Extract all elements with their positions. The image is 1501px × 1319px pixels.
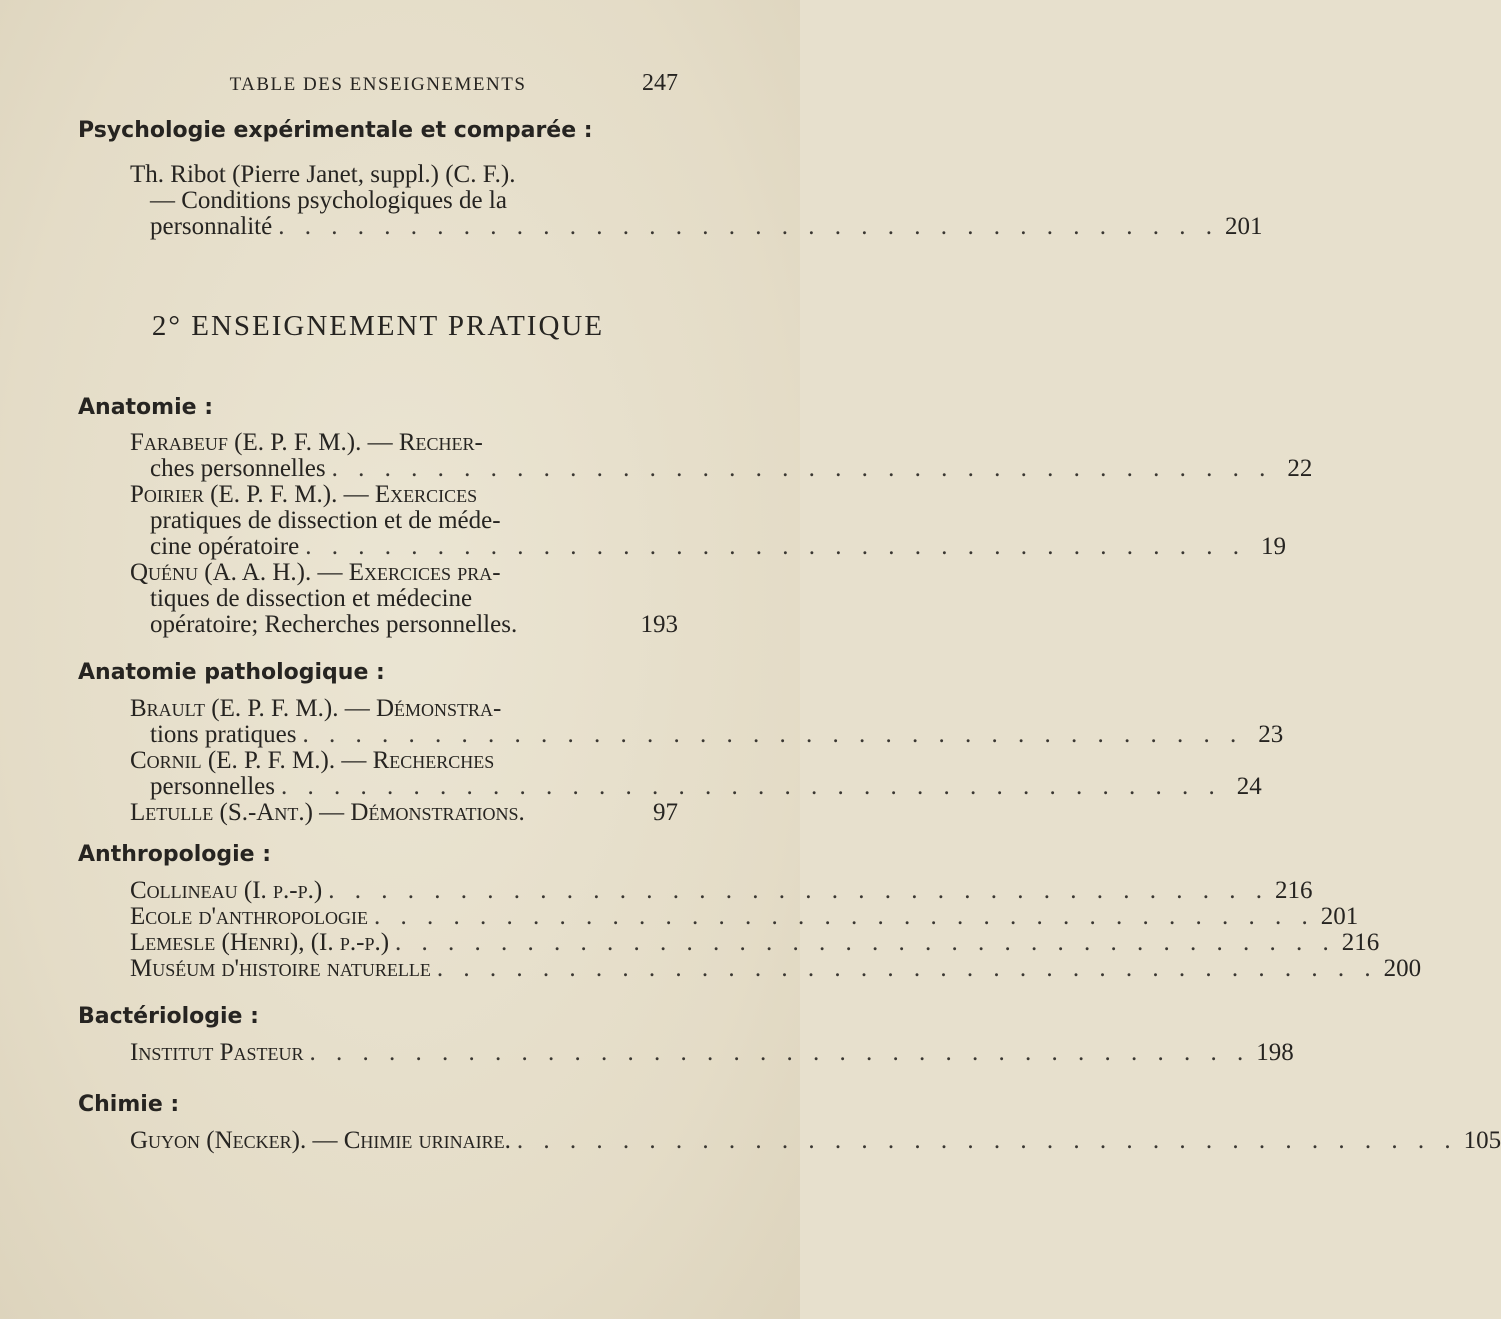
entry-page: 97 [653,799,678,826]
entry-text: Guyon (Necker). — Chimie urinaire. [130,1127,511,1154]
entry-quenu-line1: Quénu (A. A. H.). — Exercices pra- [130,559,501,586]
entry-cornil-line1: Cornil (E. P. F. M.). — Recherches [130,747,495,774]
running-header [78,70,678,100]
entry-text: Institut Pasteur [130,1039,304,1066]
entry-text: Ecole d'anthropologie [130,903,369,930]
leader-dots: . . . . . . . . . . . . . . . . . . . . . . . . . . . . . . . . . . . . [331,455,1273,482]
leader-dots: . . . . . . . . . . . . . . . . . . . . . . . . . . . . . . . . . . . . [395,929,1336,956]
entry-page: 193 [640,611,678,638]
entry-page: 198 [1256,1039,1294,1066]
entry-letulle [130,798,678,828]
entry-page: 201 [1224,213,1263,240]
entry-page: 216 [1341,929,1380,956]
entry-text: Letulle (S.-Ant.) — Démonstrations. [130,799,525,826]
heading-psychologie: Psychologie expérimentale et comparée : [78,118,593,143]
leader-dots: . . . . . . . . . . . . . . . . . . . . . . . . . . . . . . . . . . . . [309,1039,1251,1066]
main-heading: 2° ENSEIGNEMENT PRATIQUE [151,310,605,342]
entry-text: personnalité [150,213,273,240]
entry-text: Collineau (I. p.-p.) [130,877,323,904]
entry-text: personnelles [150,773,275,800]
heading-anthropologie: Anthropologie : [78,842,272,867]
entry-page: 200 [1383,955,1422,982]
leader-dots: . . . . . . . . . . . . . . . . . . . . . . . . . . . . . . . . . . . . [278,213,1219,240]
entry-brault-line1: Brault (E. P. F. M.). — Démonstra- [130,695,502,722]
page-number: 247 [642,70,678,96]
entry-poirier-line1: Poirier (E. P. F. M.). — Exercices [130,481,478,508]
entry-page: 23 [1258,721,1284,748]
heading-anatomie: Anatomie : [78,395,214,420]
leader-dots: . . . . . . . . . . . . . . . . . . . . . . . . . . . . . . . . . . . . [436,955,1378,982]
leader-dots: . . . . . . . . . . . . . . . . . . . . . . . . . . . . . . . . . . . . [280,773,1222,800]
heading-anatomie-pathologique: Anatomie pathologique : [78,660,385,685]
entry-text: Lemesle (Henri), (I. p.-p.) [130,929,390,956]
leader-dots: . . . . . . . . . . . . . . . . . . . . . . . . . . . . . . . . . . . . [305,533,1246,560]
entry-page: 24 [1236,773,1262,800]
running-title: TABLE DES ENSEIGNEMENTS [229,74,527,95]
entry-ribot-line2: — Conditions psychologiques de la [150,187,507,214]
leader-dots: . . . . . . . . . . . . . . . . . . . . . . . . . . . . . . . . . . . . [328,877,1269,904]
entry-text: cine opératoire [150,533,300,560]
heading-bacteriologie: Bactériologie : [78,1004,259,1029]
entry-pasteur [130,1038,1294,1068]
entry-page: 105 [1463,1127,1501,1154]
entry-ribot-line3 [150,212,1263,242]
leader-dots: . . . . . . . . . . . . . . . . . . . . . . . . . . . . . . . . . . . . [516,1127,1458,1154]
entry-page: 201 [1320,903,1359,930]
entry-quenu-line2: tiques de dissection et médecine [150,585,473,612]
entry-text: tions pratiques [150,721,297,748]
entry-text: Muséum d'histoire naturelle [130,955,431,982]
heading-chimie: Chimie : [78,1092,180,1117]
entry-text: opératoire; Recherches personnelles. [150,611,518,638]
entry-guyon [130,1126,1501,1156]
entry-poirier-line2: pratiques de dissection et de méde- [150,507,501,534]
entry-museum [130,954,1422,984]
leader-dots: . . . . . . . . . . . . . . . . . . . . . . . . . . . . . . . . . . . . [374,903,1315,930]
leader-dots: . . . . . . . . . . . . . . . . . . . . . . . . . . . . . . . . . . . . [302,721,1244,748]
entry-text: ches personnelles [150,455,326,482]
entry-page: 216 [1274,877,1313,904]
entry-page: 19 [1260,533,1286,560]
entry-page: 22 [1287,455,1313,482]
entry-quenu-line3 [150,610,678,640]
entry-ribot-line1: Th. Ribot (Pierre Janet, suppl.) (C. F.). [130,161,516,188]
entry-farabeuf-line1: Farabeuf (E. P. F. M.). — Recher- [130,429,483,456]
